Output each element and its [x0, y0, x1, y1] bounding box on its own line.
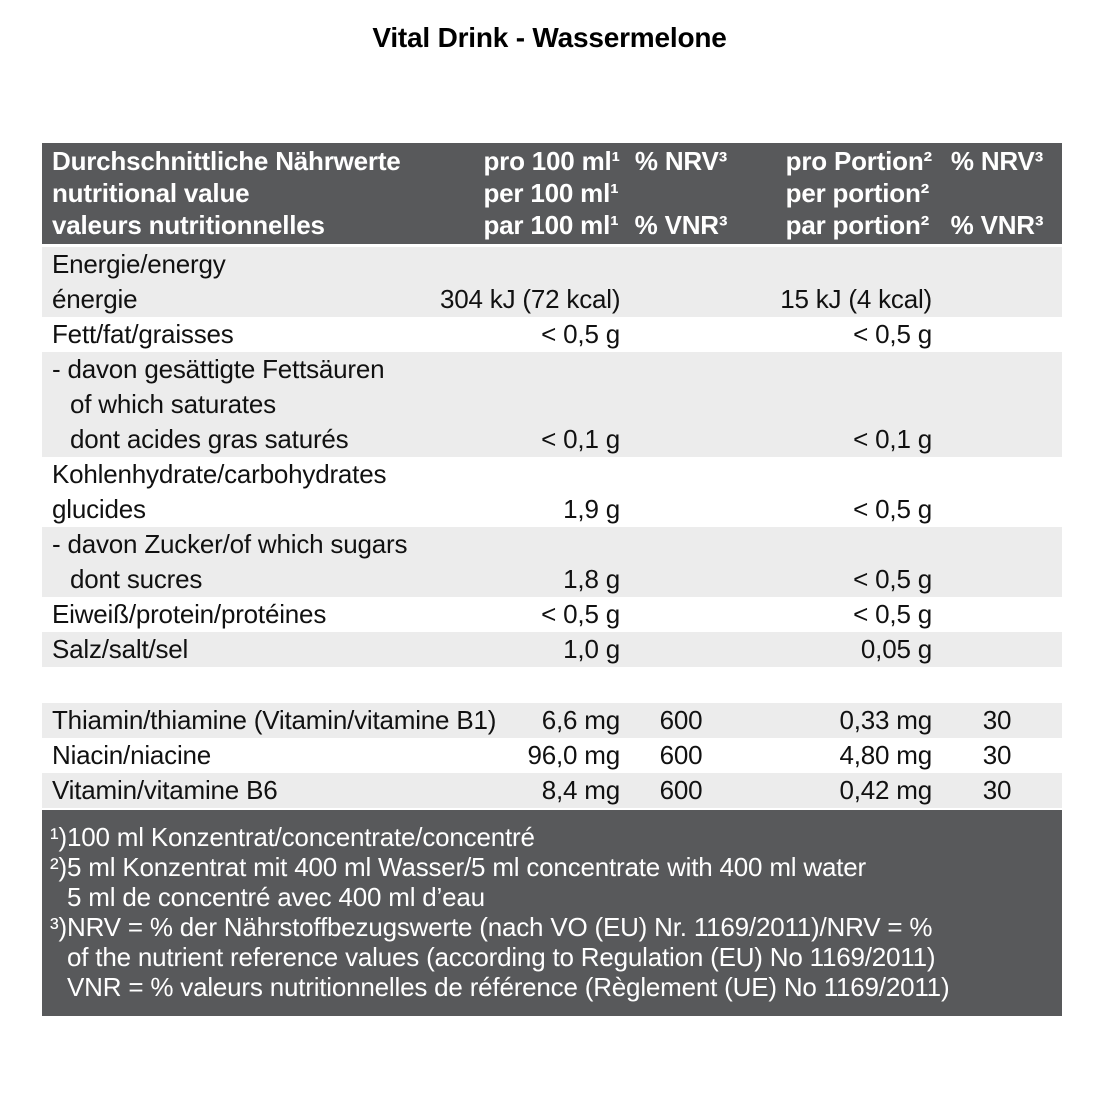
- text-line: [635, 177, 728, 209]
- value-per-portion: 4,80 mg: [839, 740, 932, 770]
- nutrient-label: [42, 738, 440, 773]
- footnote-marker: [50, 942, 67, 972]
- nutrient-label: [42, 632, 440, 667]
- text-line: énergie: [52, 284, 138, 314]
- nutrient-label: [42, 773, 440, 808]
- page-title: Vital Drink - Wassermelone: [372, 22, 727, 53]
- value-per-100ml: 304 kJ (72 kcal): [440, 284, 621, 314]
- text-line: Eiweiß/protein/protéines: [52, 599, 327, 629]
- text-line: Salz/salt/sel: [52, 634, 189, 664]
- value-per-portion: < 0,5 g: [853, 599, 932, 629]
- text-line: - davon Zucker/of which sugars: [52, 529, 408, 559]
- nutrient-label: [42, 247, 440, 317]
- text-line: pro 100 ml¹: [483, 146, 620, 176]
- table-row: [42, 738, 1062, 773]
- value-per-portion: < 0,5 g: [853, 319, 932, 349]
- footnote-marker: ²): [50, 852, 67, 882]
- value-per-portion: 0,05 g: [860, 634, 932, 664]
- header-label-column: [42, 145, 440, 241]
- text-line: per portion²: [785, 178, 930, 208]
- nutrient-label: [42, 597, 440, 632]
- text-line: Kohlenhydrate/carbohydrates: [52, 459, 387, 489]
- text-line: [951, 177, 1044, 209]
- text-line: Durchschnittliche Nährwerte: [52, 146, 401, 176]
- text-line: % NRV³: [950, 146, 1044, 176]
- text-line: Energie/energy: [52, 249, 226, 279]
- value-per-portion: 0,42 mg: [839, 775, 932, 805]
- table-row: [42, 632, 1062, 667]
- footnote-line: [50, 912, 1054, 942]
- value-per-portion: < 0,5 g: [853, 564, 932, 594]
- footnote-text: of the nutrient reference values (according to Regulation (EU) No 1169/2011): [67, 942, 936, 972]
- footnote-line: [50, 822, 1054, 852]
- table-row: [42, 703, 1062, 738]
- value-nrv-per-portion: 30: [982, 705, 1012, 735]
- header-nrv-column-1: [620, 145, 742, 241]
- footnote-marker: ³): [50, 912, 67, 942]
- text-line: - davon gesättigte Fettsäuren: [52, 354, 385, 384]
- table-row: [42, 457, 1062, 527]
- footnote-text: 5 ml de concentré avec 400 ml d’eau: [67, 882, 485, 912]
- value-nrv-per-100ml: 600: [659, 775, 703, 805]
- nutrition-table: [42, 143, 1062, 1016]
- text-line: Thiamin/thiamine (Vitamin/vitamine B1): [52, 705, 497, 735]
- text-line: % VNR³: [950, 210, 1044, 240]
- value-per-100ml: < 0,5 g: [541, 599, 620, 629]
- value-nrv-per-portion: 30: [982, 740, 1012, 770]
- nutrient-label: [42, 457, 440, 527]
- table-row: [42, 317, 1062, 352]
- table-header-row: [42, 143, 1062, 247]
- footnote-text: NRV = % der Nährstoffbezugswerte (nach VO (EU) Nr. 1169/2011)/NRV = %: [67, 912, 933, 942]
- text-line: dont acides gras saturés: [70, 424, 349, 454]
- value-per-100ml: 1,8 g: [563, 564, 620, 594]
- text-line: % NRV³: [634, 146, 728, 176]
- value-per-portion: 15 kJ (4 kcal): [780, 284, 932, 314]
- value-per-portion: < 0,1 g: [853, 424, 932, 454]
- footnote-line: [50, 852, 1054, 882]
- text-line: par 100 ml¹: [483, 210, 619, 240]
- value-per-portion: < 0,5 g: [853, 494, 932, 524]
- value-nrv-per-100ml: 600: [659, 705, 703, 735]
- text-line: valeurs nutritionnelles: [52, 210, 325, 240]
- table-row: [42, 527, 1062, 597]
- table-row: [42, 247, 1062, 317]
- nutrient-label: [42, 703, 497, 738]
- value-per-portion: 0,33 mg: [839, 705, 932, 735]
- table-row: [42, 352, 1062, 457]
- nutrient-label: [42, 527, 440, 597]
- table-spacer-row: [42, 667, 1062, 703]
- value-nrv-per-100ml: 600: [659, 740, 703, 770]
- text-line: par portion²: [785, 210, 930, 240]
- text-line: Niacin/niacine: [52, 740, 212, 770]
- text-line: % VNR³: [634, 210, 728, 240]
- footnote-text: VNR = % valeurs nutritionnelles de référence (Règlement (UE) No 1169/2011): [67, 972, 950, 1002]
- text-line: per 100 ml¹: [483, 178, 619, 208]
- value-nrv-per-portion: 30: [982, 775, 1012, 805]
- footnote-marker: [50, 882, 67, 912]
- nutrient-label: [42, 317, 440, 352]
- table-row: [42, 597, 1062, 632]
- footnote-marker: [50, 972, 67, 1002]
- text-line: pro Portion²: [785, 146, 932, 176]
- text-line: Fett/fat/graisses: [52, 319, 234, 349]
- value-per-100ml: 6,6 mg: [541, 705, 620, 735]
- footnote-line: [50, 972, 1054, 1002]
- footnote-marker: ¹): [50, 822, 67, 852]
- value-per-100ml: 1,9 g: [563, 494, 620, 524]
- header-per-100ml-column: [440, 145, 620, 241]
- text-line: dont sucres: [70, 564, 203, 594]
- value-per-100ml: < 0,5 g: [541, 319, 620, 349]
- footnotes-block: [42, 810, 1062, 1016]
- text-line: of which saturates: [70, 389, 276, 419]
- value-per-100ml: 96,0 mg: [527, 740, 620, 770]
- value-per-100ml: 8,4 mg: [541, 775, 620, 805]
- footnote-text: 5 ml Konzentrat mit 400 ml Wasser/5 ml concentrate with 400 ml water: [67, 852, 866, 882]
- footnote-line: [50, 942, 1054, 972]
- header-per-portion-column: [742, 145, 932, 241]
- table-row: [42, 773, 1062, 808]
- table-body: [42, 247, 1062, 808]
- footnote-line: [50, 882, 1054, 912]
- text-line: nutritional value: [52, 178, 250, 208]
- value-per-100ml: 1,0 g: [563, 634, 620, 664]
- footnote-text: 100 ml Konzentrat/concentrate/concentré: [67, 822, 535, 852]
- header-nrv-column-2: [932, 145, 1062, 241]
- text-line: glucides: [52, 494, 146, 524]
- nutrient-label: [42, 352, 440, 457]
- text-line: Vitamin/vitamine B6: [52, 775, 278, 805]
- value-per-100ml: < 0,1 g: [541, 424, 620, 454]
